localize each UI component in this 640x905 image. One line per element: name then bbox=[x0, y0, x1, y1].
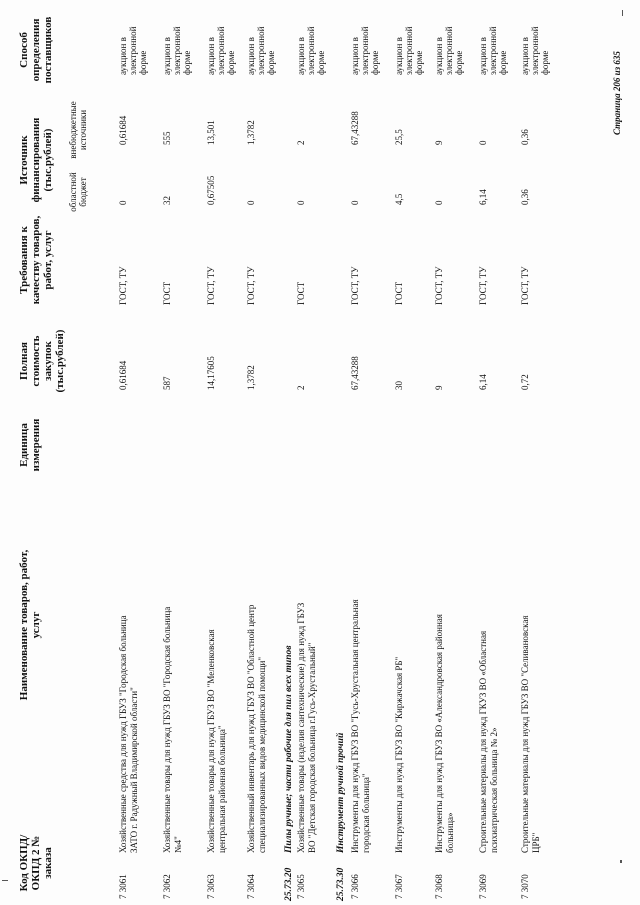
header-requirements bbox=[18, 205, 54, 315]
row-method-line: форме bbox=[138, 50, 148, 75]
row-source-extra: 0,61684 bbox=[118, 115, 128, 145]
row-method-line: форме bbox=[414, 50, 424, 75]
row-name-line: Хозяйственный инвентарь для нужд ГБУЗ ВО "Областной центр bbox=[246, 604, 256, 853]
page-footer-text: Страница 206 из 635 bbox=[612, 51, 622, 135]
row-requirements: ГОСТ bbox=[394, 281, 404, 305]
row-source-regional: 6,14 bbox=[478, 189, 488, 205]
row-source-regional: 0 bbox=[296, 200, 306, 205]
row-source-extra: 2 bbox=[296, 140, 306, 145]
row-requirements: ГОСТ bbox=[162, 281, 172, 305]
row-source-regional: 0,36 bbox=[520, 189, 530, 205]
row-method-line: форме bbox=[370, 50, 380, 75]
row-method-line: электронной bbox=[128, 26, 138, 75]
row-code: 7 3066 bbox=[350, 874, 360, 899]
row-name-line: Хозяйственные товары для нужд ГБУЗ ВО "Меленковская bbox=[206, 629, 216, 853]
header-unit-text: Единица измерения bbox=[18, 418, 42, 472]
row-method-line: аукцион в bbox=[350, 37, 360, 75]
row-requirements: ГОСТ, ТУ bbox=[434, 266, 444, 305]
scan-speck bbox=[622, 10, 623, 16]
row-method-line: аукцион в bbox=[206, 37, 216, 75]
row-name-line: №4" bbox=[173, 836, 183, 853]
row-name-line: Строительные материалы для нужд ГКУЗ ВО «Областная bbox=[478, 630, 488, 853]
row-cost: 2 bbox=[296, 385, 306, 390]
row-source-regional: 0 bbox=[434, 200, 444, 205]
row-code: 7 3067 bbox=[394, 874, 404, 899]
header-name bbox=[18, 545, 42, 705]
row-code: 7 3064 bbox=[246, 874, 256, 899]
section-code: 25.73.30 bbox=[336, 867, 346, 901]
row-requirements: ГОСТ bbox=[296, 281, 306, 305]
row-cost: 1,3782 bbox=[246, 365, 256, 390]
header-source bbox=[18, 100, 54, 220]
header-unit bbox=[18, 410, 42, 480]
row-code: 7 3062 bbox=[162, 874, 172, 899]
row-method-line: аукцион в bbox=[394, 37, 404, 75]
row-source-regional: 4,5 bbox=[394, 193, 404, 205]
row-code: 7 3070 bbox=[520, 874, 530, 899]
header-source-extra bbox=[68, 95, 88, 165]
row-cost: 0,61684 bbox=[118, 360, 128, 390]
row-method-line: аукцион в bbox=[520, 37, 530, 75]
row-method-line: аукцион в bbox=[296, 37, 306, 75]
row-cost: 30 bbox=[394, 381, 404, 390]
row-source-extra: 1,3782 bbox=[246, 120, 256, 145]
row-method-line: аукцион в bbox=[118, 37, 128, 75]
row-name-line: ЦРБ" bbox=[531, 832, 541, 853]
header-method-text: Способ определения поставщиков bbox=[18, 16, 54, 84]
row-requirements: ГОСТ, ТУ bbox=[520, 266, 530, 305]
row-name-line: ЗАТО г. Радужный Владимирской области" bbox=[129, 687, 139, 853]
row-name-line: Хозяйственные товары для нужд ГБУЗ ВО "Городская больница bbox=[162, 606, 172, 853]
row-method-line: электронной bbox=[216, 26, 226, 75]
row-source-extra: 25,5 bbox=[394, 129, 404, 145]
scan-speck bbox=[2, 880, 8, 881]
row-requirements: ГОСТ, ТУ bbox=[246, 266, 256, 305]
header-source-text: Источник финансирования (тыс.рублей) bbox=[18, 117, 54, 203]
row-cost: 587 bbox=[162, 376, 172, 390]
row-name-line: центральная районная больница" bbox=[217, 725, 227, 853]
row-method-line: электронной bbox=[488, 26, 498, 75]
row-source-extra: 0 bbox=[478, 140, 488, 145]
row-code: 7 3061 bbox=[118, 874, 128, 899]
row-name-line: городская больница" bbox=[361, 773, 371, 853]
row-method-line: аукцион в bbox=[434, 37, 444, 75]
row-source-regional: 0,67505 bbox=[206, 175, 216, 205]
row-code: 7 3063 bbox=[206, 874, 216, 899]
row-method-line: форме bbox=[540, 50, 550, 75]
row-method-line: электронной bbox=[360, 26, 370, 75]
section-title: Пилы ручные; части рабочие для пил всех типов bbox=[284, 645, 294, 853]
section-code: 25.73.20 bbox=[284, 867, 294, 901]
row-source-regional: 0 bbox=[118, 200, 128, 205]
row-source-extra: 9 bbox=[434, 140, 444, 145]
row-method-line: аукцион в bbox=[478, 37, 488, 75]
header-source-extra-text: внебюджетные источники bbox=[68, 101, 88, 159]
row-source-regional: 0 bbox=[350, 200, 360, 205]
row-source-regional: 32 bbox=[162, 196, 172, 205]
row-source-extra: 555 bbox=[162, 131, 172, 145]
row-requirements: ГОСТ, ТУ bbox=[478, 266, 488, 305]
row-method-line: аукцион в bbox=[246, 37, 256, 75]
row-method-line: электронной bbox=[256, 26, 266, 75]
row-method-line: форме bbox=[316, 50, 326, 75]
row-cost: 14,17605 bbox=[206, 356, 216, 390]
header-cost-text: Полная стоимость закупок (тыс.рублей) bbox=[18, 329, 66, 393]
row-method-line: электронной bbox=[306, 26, 316, 75]
row-name-line: ВО "Детская городская больница г.Гусь-Хрустальный" bbox=[307, 642, 317, 853]
row-cost: 9 bbox=[434, 385, 444, 390]
row-method-line: электронной bbox=[172, 26, 182, 75]
row-name-line: Хозяйственные средства для нужд ГБУЗ "Городская больница bbox=[118, 615, 128, 853]
row-name-line: Инструменты для нужд ГБУЗ ВО "Гусь-Хрустальная центральная bbox=[350, 599, 360, 853]
row-requirements: ГОСТ, ТУ bbox=[350, 266, 360, 305]
row-name-line: психиатрическая больница № 2» bbox=[489, 727, 499, 853]
row-cost: 67,43288 bbox=[350, 356, 360, 390]
header-requirements-text: Требования к качеству товаров, работ, услуг bbox=[18, 215, 54, 305]
row-name-line: Инструменты для нужд ГБУЗ ВО «Александровская районная bbox=[434, 614, 444, 853]
header-cost bbox=[18, 322, 66, 400]
row-name-line: Хозяйственные товары (изделия сантехнические) для нужд ГБУЗ bbox=[296, 602, 306, 853]
row-method-line: аукцион в bbox=[162, 37, 172, 75]
row-code: 7 3068 bbox=[434, 874, 444, 899]
header-code-text: Код ОКПД/ ОКПД 2 № заказа bbox=[18, 834, 54, 892]
row-source-extra: 67,43288 bbox=[350, 111, 360, 145]
row-name-line: Строительные материалы для нужд ГБУЗ ВО "Селивановская bbox=[520, 615, 530, 853]
row-code: 7 3069 bbox=[478, 874, 488, 899]
row-requirements: ГОСТ, ТУ bbox=[118, 266, 128, 305]
row-method-line: форме bbox=[226, 50, 236, 75]
header-method bbox=[18, 5, 54, 95]
header-source-regional bbox=[68, 167, 88, 217]
row-cost: 6,14 bbox=[478, 374, 488, 390]
section-title: Инструмент ручной прочий bbox=[336, 732, 346, 853]
row-method-line: форме bbox=[266, 50, 276, 75]
row-source-extra: 13,501 bbox=[206, 120, 216, 145]
header-code bbox=[18, 833, 54, 893]
row-method-line: форме bbox=[454, 50, 464, 75]
row-method-line: форме bbox=[498, 50, 508, 75]
row-method-line: электронной bbox=[444, 26, 454, 75]
scan-speck bbox=[620, 860, 622, 863]
row-name-line: специализированных видов медицинской помощи" bbox=[257, 656, 267, 853]
row-source-regional: 0 bbox=[246, 200, 256, 205]
row-method-line: форме bbox=[182, 50, 192, 75]
row-method-line: электронной bbox=[530, 26, 540, 75]
row-cost: 0,72 bbox=[520, 374, 530, 390]
row-name-line: больница» bbox=[445, 812, 455, 853]
header-source-regional-text: областной бюджет bbox=[68, 172, 88, 212]
page-footer bbox=[612, 51, 622, 135]
row-source-extra: 0,36 bbox=[520, 129, 530, 145]
row-method-line: электронной bbox=[404, 26, 414, 75]
row-name-line: Инструменты для нужд ГБУЗ ВО "Киржачская РБ" bbox=[394, 656, 404, 853]
header-name-text: Наименование товаров, работ, услуг bbox=[18, 549, 42, 701]
row-code: 7 3065 bbox=[296, 874, 306, 899]
row-requirements: ГОСТ, ТУ bbox=[206, 266, 216, 305]
